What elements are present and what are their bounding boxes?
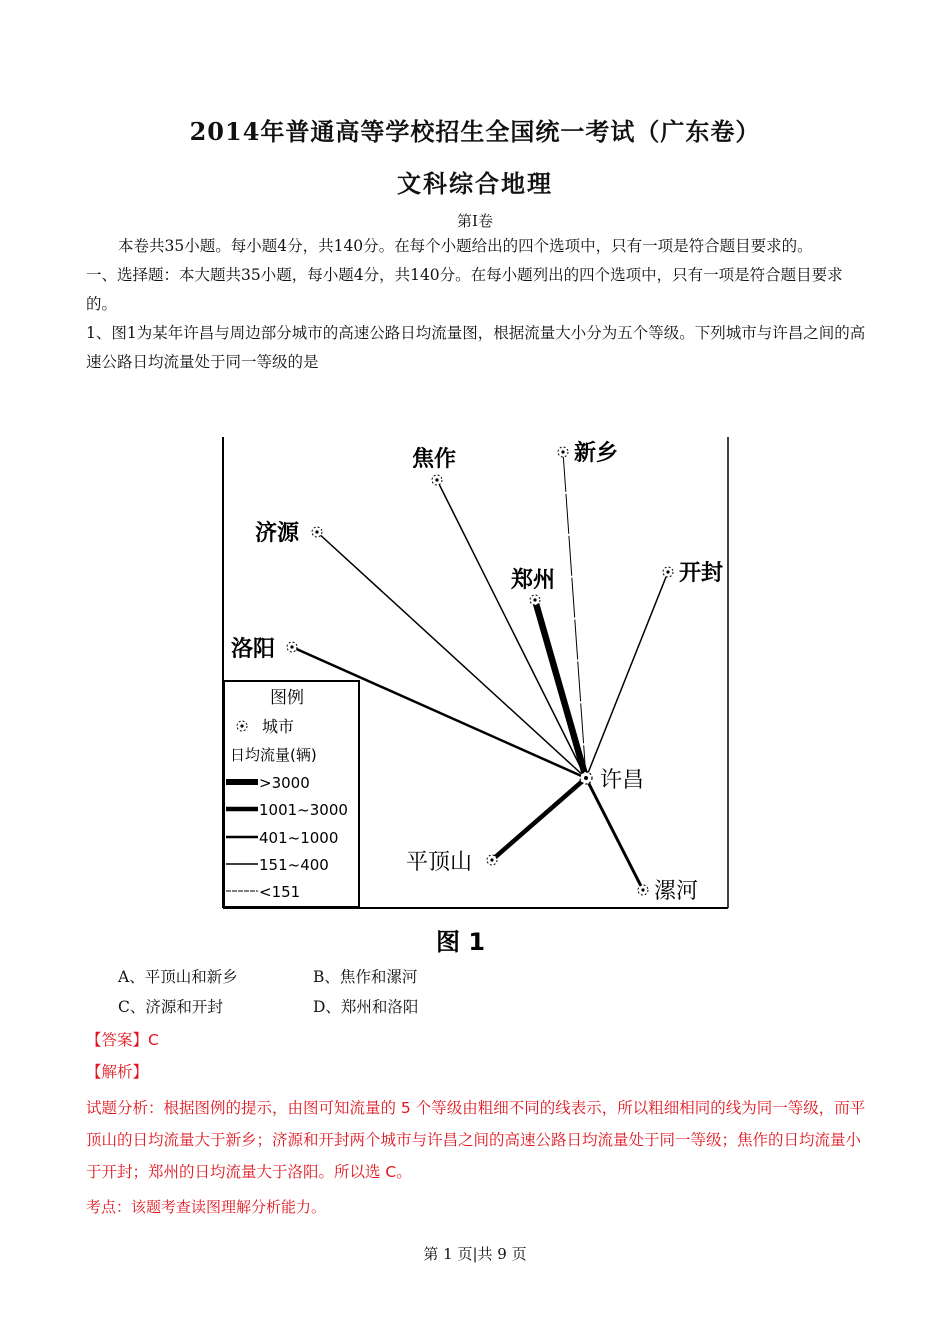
flow-line-jiaozuo [437, 480, 586, 778]
option-c: C、济源和开封 [118, 998, 223, 1016]
option-a: A、平顶山和新乡 [118, 968, 238, 986]
city-label-jiyuan: 济源 [255, 521, 300, 546]
city-label-pingdingshan: 平顶山 [406, 850, 473, 875]
option-b: B、焦作和漯河 [313, 968, 418, 986]
figure-1-flow-map [215, 420, 735, 960]
city-label-xuchang: 许昌 [600, 768, 645, 793]
exam-title: 2014年普通高等学校招生全国统一考试（广东卷） [189, 117, 761, 146]
intro-paragraph-1: 本卷共35小题。每小题4分，共140分。在每个小题给出的四个选项中，只有一项是符合题目要求的。 [118, 237, 813, 255]
legend-city-label: 城市 [262, 717, 295, 736]
flow-line-kaifeng [586, 572, 668, 778]
exam-subtitle: 文科综合地理 [397, 169, 553, 198]
flow-line-zhengzhou [535, 600, 586, 778]
figure-caption: 图 1 [436, 928, 486, 956]
city-label-luohe: 漯河 [654, 879, 699, 904]
legend-level-2: 1001~3000 [259, 801, 348, 819]
city-label-jiaozuo: 焦作 [412, 447, 457, 472]
intro-paragraph-2: 一、选择题：本大题共35小题，每小题4分，共140分。在每小题列出的四个选项中，只有一项是符合题目要求的。 [86, 266, 843, 313]
city-label-zhengzhou: 郑州 [511, 568, 556, 593]
legend-level-3: 401~1000 [259, 829, 339, 847]
map-legend [224, 681, 359, 907]
city-label-kaifeng: 开封 [679, 561, 724, 586]
legend-level-1: >3000 [259, 774, 310, 792]
legend-title: 图例 [270, 688, 304, 708]
flow-line-pingdingshan [492, 778, 586, 860]
legend-flow-title: 日均流量(辆) [230, 746, 317, 764]
legend-level-5: <151 [259, 883, 301, 901]
section-label: 第Ⅰ卷 [457, 212, 493, 230]
test-point: 考点：该题考查读图理解分析能力。 [86, 1198, 327, 1216]
city-label-xinxiang: 新乡 [574, 441, 619, 466]
city-label-luoyang: 洛阳 [231, 637, 276, 662]
analysis-text: 试题分析：根据图例的提示，由图可知流量的 5 个等级由粗细不同的线表示，所以粗细相同的线为同一等级，而平顶山的日均流量大于新乡；济源和开封两个城市与许昌之间的高速公路日均流量处于同一等级；焦作的日均流量小于开封；郑州的日均流量大于洛阳。所以选 C。 [86, 1099, 866, 1181]
legend-level-4: 151~400 [259, 856, 329, 874]
answer-options [118, 962, 508, 1022]
flow-line-luohe [586, 778, 643, 890]
answer-label: 【答案】C [86, 1031, 159, 1049]
option-d: D、郑州和洛阳 [313, 998, 419, 1016]
analysis-heading: 【解析】 [86, 1063, 149, 1081]
page-footer: 第 1 页|共 9 页 [423, 1245, 527, 1263]
question-text: 1、图1为某年许昌与周边部分城市的高速公路日均流量图，根据流量大小分为五个等级。下列城市与许昌之间的高速公路日均流量处于同一等级的是 [86, 324, 866, 371]
